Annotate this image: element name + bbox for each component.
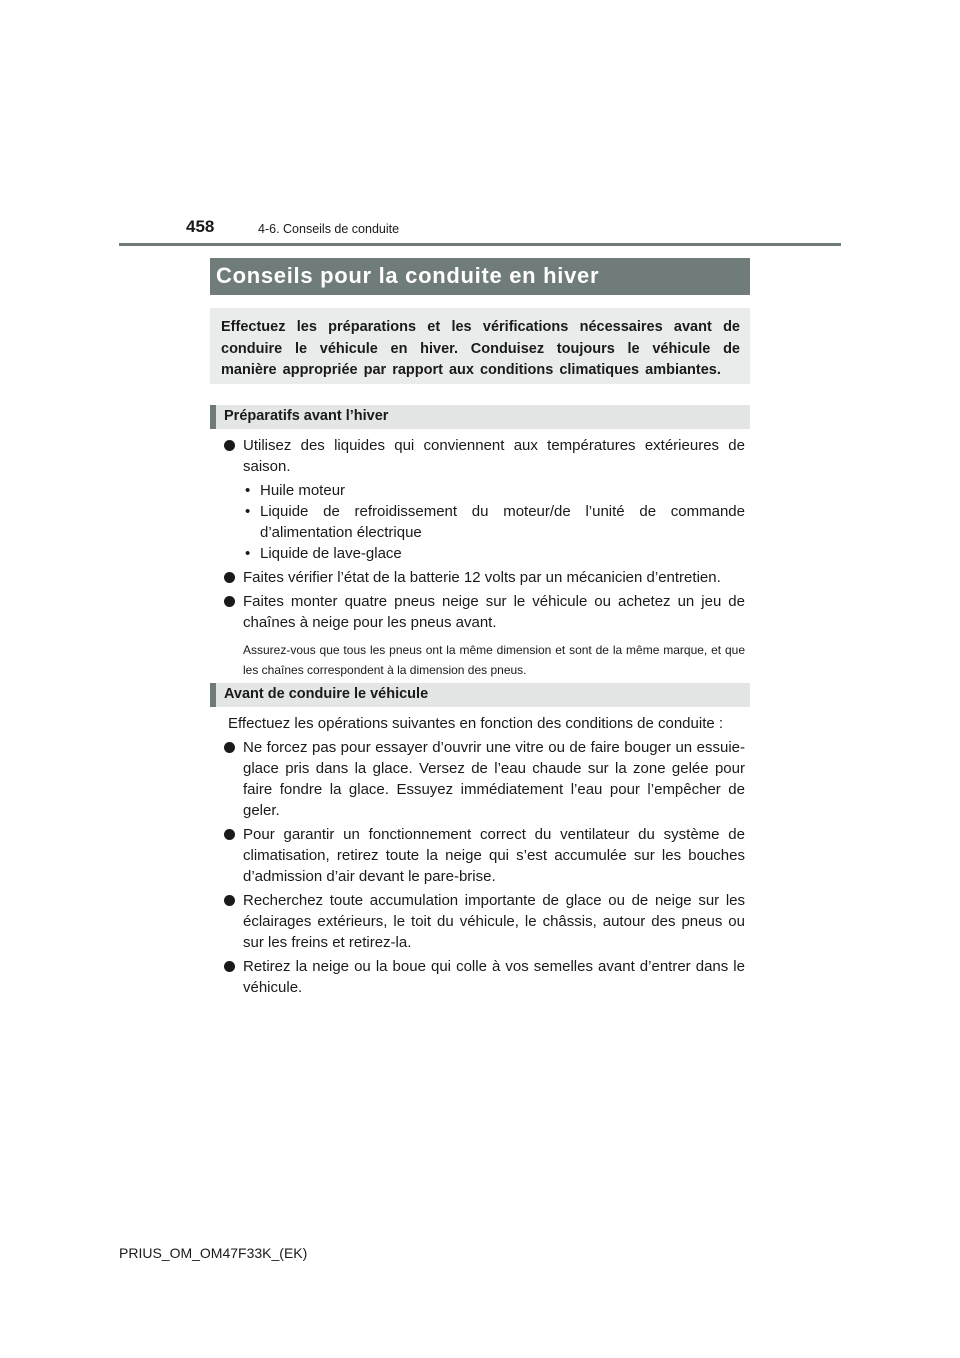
list-item-text: Recherchez toute accumulation importante de glace ou de neige sur les éclairages extérieurs, le toit du véhicule, le châssis, autour des pneus ou sur les freins et retirez-la. [243,892,745,951]
list-item [215,890,745,953]
section-avant-conduire [215,713,745,1001]
sub-list-item [215,501,745,543]
list-item [215,824,745,887]
list-item-text: Faites vérifier l’état de la batterie 12 volts par un mécanicien d’entretien. [243,569,721,586]
subheading-avant-conduire [210,683,750,707]
sub-list-item-text: Liquide de refroidissement du moteur/de l’unité de commande d’alimentation électrique [260,503,745,541]
sub-list-item [215,543,745,564]
section-preparatifs [215,435,745,680]
intro-box [210,308,750,384]
list-item-text: Retirez la neige ou la boue qui colle à vos semelles avant d’entrer dans le véhicule. [243,958,745,996]
sub-list-item-text: Liquide de lave-glace [260,545,402,562]
section-label: 4-6. Conseils de conduite [258,222,400,236]
page-title: Conseils pour la conduite en hiver [216,263,600,288]
small-bullet-icon: • [245,545,251,562]
bullet-icon [224,440,235,451]
list-item [215,567,745,588]
subheading-preparatifs [210,405,750,429]
bullet-icon [224,961,235,972]
small-bullet-icon: • [245,482,251,499]
bullet-icon [224,829,235,840]
sub-list-item-text: Huile moteur [260,482,346,499]
sub-list-item [215,480,745,501]
list-item-text: Pour garantir un fonctionnement correct du ventilateur du système de climatisation, retirez toute la neige qui s’est accumulée sur les bouches d’admission d’air devant le pare-brise. [243,826,745,885]
list-item [215,956,745,998]
footer-code: PRIUS_OM_OM47F33K_(EK) [119,1245,308,1261]
list-item [215,737,745,821]
list-item-text: Ne forcez pas pour essayer d’ouvrir une vitre ou de faire bouger un essuie-glace pris dans la glace. Versez de l’eau chaude sur la zone gelée pour faire fondre la glace. Essuyez immédiatement l’eau pour l’empêcher de geler. [243,739,745,819]
small-bullet-icon: • [245,503,251,520]
page-number: 458 [186,217,215,236]
subheading-preparatifs-label: Préparatifs avant l’hiver [224,408,389,424]
bullet-icon [224,596,235,607]
title-bar [210,258,750,295]
list-item [215,435,745,477]
list-item-text: Faites monter quatre pneus neige sur le véhicule ou achetez un jeu de chaînes à neige pour les pneus avant. [243,593,745,631]
list-item-text: Utilisez des liquides qui conviennent aux températures extérieures de saison. [243,437,745,475]
subheading-avant-conduire-label: Avant de conduire le véhicule [224,686,429,702]
list-item [215,591,745,633]
bullet-icon [224,572,235,583]
bullet-icon [224,742,235,753]
intro-text: Effectuez les préparations et les vérifications nécessaires avant de conduire le véhicule en hiver. Conduisez toujours le véhicule de manière appropriée par rapport aux conditions climatiques ambiantes. [221,319,740,378]
bullet-icon [224,895,235,906]
lead-text: Effectuez les opérations suivantes en fonction des conditions de conduite : [228,715,724,732]
note-text: Assurez-vous que tous les pneus ont la même dimension et sont de la même marque, et que les chaînes correspondent à la dimension des pneus. [243,643,745,677]
header-rule [119,243,841,246]
